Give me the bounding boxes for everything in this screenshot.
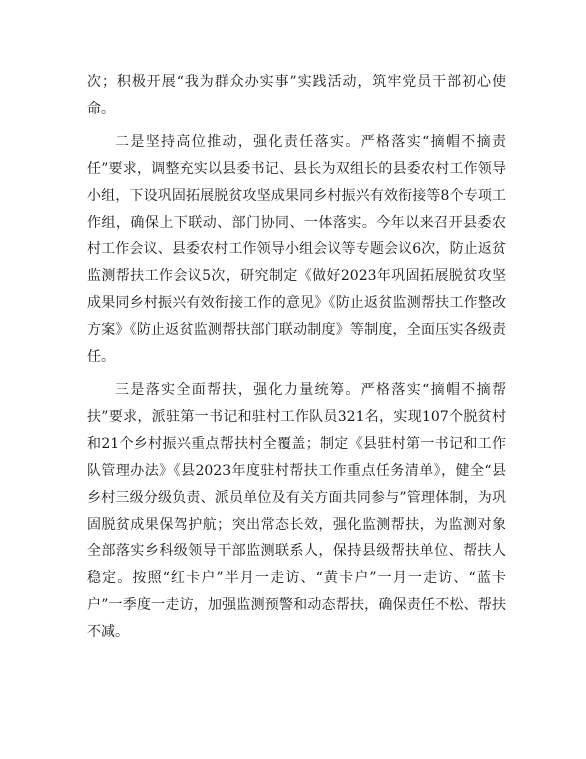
paragraph-continuation: 次；积极开展“我为群众办实事”实践活动，筑牢党员干部初心使命。 <box>87 74 506 117</box>
document-body <box>87 69 506 652</box>
paragraph-assistance: 三是落实全面帮扶，强化力量统筹。严格落实“摘帽不摘帮扶”要求，派驻第一书记和驻村工作队员321名，实现107个脱贫村和21个乡村振兴重点帮扶村全覆盖；制定《县驻村第一书记和工作队管理办法》《县2023年度驻村帮扶工作重点任务清单》，健全“县乡村三级分级负责、派员单位及有关方面共同参与”管理体制，为巩固脱贫成果保驾护航；突出常态长效，强化监测帮扶，为监测对象全部落实乡科级领导干部监测联系人，保持县级帮扶单位、帮扶人稳定。按照“红卡户”半月一走访、“黄卡户”一月一走访、“蓝卡户”一季度一走访，加强监测预警和动态帮扶，确保责任不松、帮扶不减。 <box>87 381 506 641</box>
paragraph-responsibility: 二是坚持高位推动，强化责任落实。严格落实“摘帽不摘责任”要求，调整充实以县委书记、县长为双组长的县委农村工作领导小组，下设巩固拓展脱贫攻坚成果同乡村振兴有效衔接等8个专项工作组，确保上下联动、部门协同、一体落实。今年以来召开县委农村工作会议、县委农村工作领导小组会议等专题会议6次，防止返贫监测帮扶工作会议5次，研究制定《做好2023年巩固拓展脱贫攻坚成果同乡村振兴有效衔接工作的意见》《防止返贫监测帮扶工作整改方案》《防止返贫监测帮扶部门联动制度》等制度，全面压实各级责任。 <box>87 133 506 366</box>
